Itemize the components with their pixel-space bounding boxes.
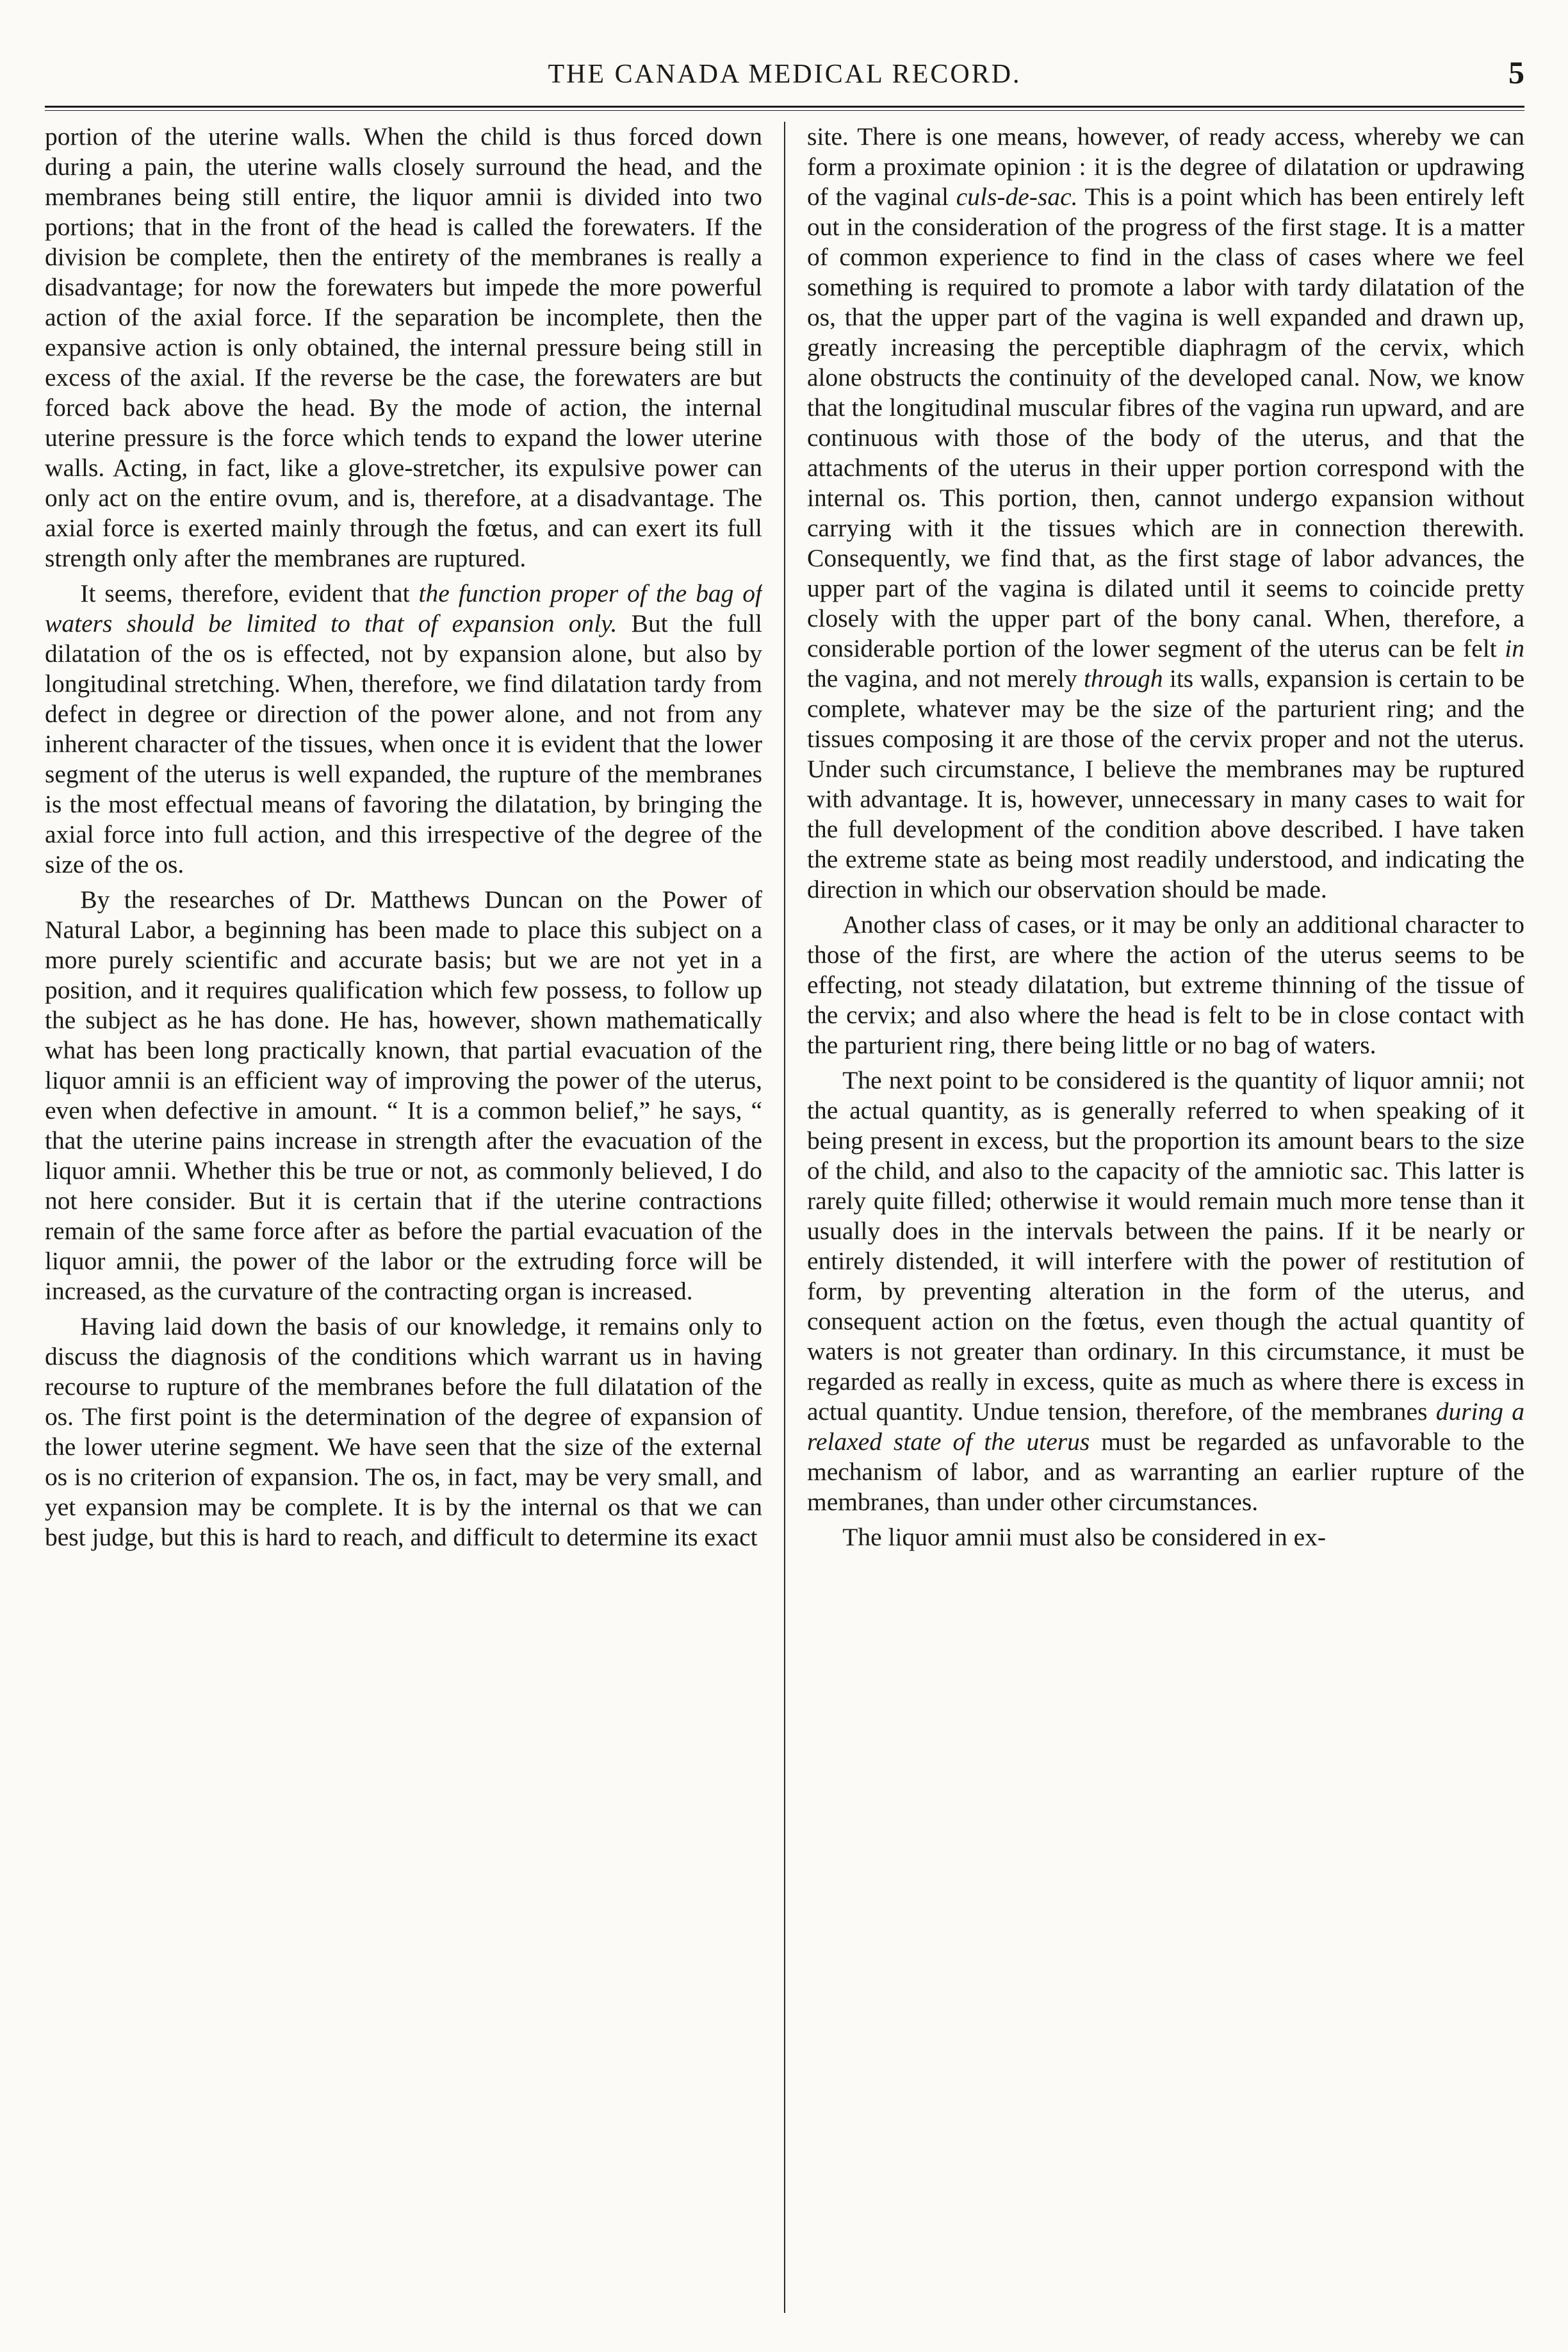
emphasis-text: during a relaxed state of the uterus [807,1397,1524,1456]
paragraph: Having laid down the basis of our knowledge, it remains only to discuss the diagnosis of the conditions which warrant us in having recourse to rupture of the membranes before the full dilatation of the os. The first point is the determination of the degree of expansion of the lower uterine segment. We have seen that the size of the external os is no criterion of expansion. The os, in fact, may be very small, and yet expansion may be complete. It is by the internal os that we can best judge, but this is hard to reach, and difficult to determine its exact [45,1312,762,1551]
column-divider [784,122,785,2313]
paragraph: The liquor amnii must also be considered in ex- [842,1523,1327,1551]
running-title: THE CANADA MEDICAL RECORD. [548,60,1022,89]
emphasis-text: in [1505,634,1524,662]
header-rule-thin [45,110,1524,111]
page-header [45,45,1524,103]
paragraph-text: But the full dilatation of the os is effected, not by expansion alone, but also by longitudinal stretching. When, therefore, we find dilatation tardy from defect in degree or direction of the power alone, and not from any inherent character of the tissues, when once it is evident that the lower segment of the uterus is well expanded, the rupture of the membranes is the most effectual means of favoring the dilatation, by bringing the axial force into full action, and this irrespective of the degree of the size of the os. [45,609,762,878]
article-columns [45,122,1524,2313]
right-column [807,122,1524,2313]
paragraph-text: site. There is one means, however, of ready access, whereby we can form a proximate opinion : it is the degree of dilatation or updrawing of the vaginal [807,122,1524,211]
paragraph-text: The next point to be considered is the quantity of liquor amnii; not the actual quantity, as is generally referred to when speaking of it being present in excess, but the proportion its amount bears to the size of the child, and also to the capacity of the amniotic sac. This latter is rarely quite filled; otherwise it would remain much more tense than it usually does in the intervals between the pains. If it be nearly or entirely distended, it will interfere with the power of restitution of form, by preventing alteration in the form of the uterus, and consequent action on the fœtus, even though the actual quantity of waters is not greater than ordinary. In this circumstance, it must be regarded as really in excess, quite as much as where there is excess in actual quantity. Undue tension, therefore, of the membranes [807,1066,1524,1426]
paragraph: portion of the uterine walls. When the child is thus forced down during a pain, the uterine walls closely surround the head, and the membranes being still entire, the liquor amnii is divided into two portions; that in the front of the head is called the forewaters. If the division be complete, then the entirety of the membranes is really a disadvantage; for now the forewaters but impede the more powerful action of the axial force. If the separation be incomplete, then the expansive action is only obtained, the internal pressure being still in excess of the axial. If the reverse be the case, the forewaters are but forced back above the head. By the mode of action, the internal uterine pressure is the force which tends to expand the lower uterine walls. Acting, in fact, like a glove-stretcher, its expulsive power can only act on the entire ovum, and is, therefore, at a disadvantage. The axial force is exerted mainly through the fœtus, and can exert its full strength only after the membranes are ruptured. [45,122,762,572]
paragraph-text: must be regarded as unfavorable to the mechanism of labor, and as warranting an earlier rupture of the membranes, than under other circumstances. [807,1427,1524,1516]
paragraph-text: This is a point which has been entirely left out in the consideration of the progress of the first stage. It is a matter of common experience to find in the class of cases where we feel something is required to promote a labor with tardy dilatation of the os, that the upper part of the vagina is well expanded and drawn up, greatly increasing the perceptible diaphragm of the cervix, which alone obstructs the continuity of the developed canal. Now, we know that the longitudinal muscular fibres of the vagina run upward, and are continuous with those of the body of the uterus, and that the attachments of the uterus in their upper portion correspond with the internal os. This portion, then, cannot undergo expansion without carrying with it the tissues which are in connection therewith. Consequently, we find that, as the first stage of labor advances, the upper part of the vagina is dilated until it seems to coincide pretty closely with the upper part of the bony canal. When, therefore, a considerable portion of the lower segment of the uterus can be felt [807,183,1524,662]
emphasis-text: the function proper of the bag of waters should be limited to that of expansion only. [45,579,762,637]
paragraph [45,579,762,880]
emphasis-text: through [1083,664,1163,693]
header-rule [45,106,1524,108]
left-column [45,122,762,2313]
paragraph: By the researches of Dr. Matthews Duncan on the Power of Natural Labor, a beginning has been made to place this subject on a more purely scientific and accurate basis; but we are not yet in a position, and it requires qualification which few possess, to follow up the subject as he has done. He has, however, shown mathematically what has been long practically known, that partial evacuation of the liquor amnii is an efficient way of improving the power of the uterus, even when defective in amount. “ It is a common belief,” he says, “ that the uterine pains increase in strength after the evacuation of the liquor amnii. Whether this be true or not, as commonly believed, I do not here consider. But it is certain that if the uterine contractions remain of the same force after as before the partial evacuation of the liquor amnii, the power of the labor or the extruding force will be increased, as the curvature of the contracting organ is increased. [45,885,762,1305]
paragraph: Another class of cases, or it may be only an additional character to those of the first, are where the action of the uterus seems to be effecting, not steady dilatation, but extreme thinning of the tissue of the cervix; and also where the head is felt to be in close contact with the parturient ring, there being little or no bag of waters. [807,910,1524,1059]
paragraph-text: the vagina, and not merely [807,664,1084,693]
page-number: 5 [1508,54,1524,90]
paragraph-text: its walls, expansion is certain to be complete, whatever may be the size of the parturient ring; and the tissues composing it are those of the cervix proper and not the uterus. Under such circumstance, I believe the membranes may be ruptured with advantage. It is, however, unnecessary in many cases to wait for the full development of the condition above described. I have taken the extreme state as being most readily understood, and indicating the direction in which our observation should be made. [807,664,1524,903]
paragraph-text: It seems, therefore, evident that [80,579,419,607]
paragraph [807,1065,1524,1517]
emphasis-text: culs-de-sac. [956,183,1078,211]
paragraph [807,122,1524,905]
